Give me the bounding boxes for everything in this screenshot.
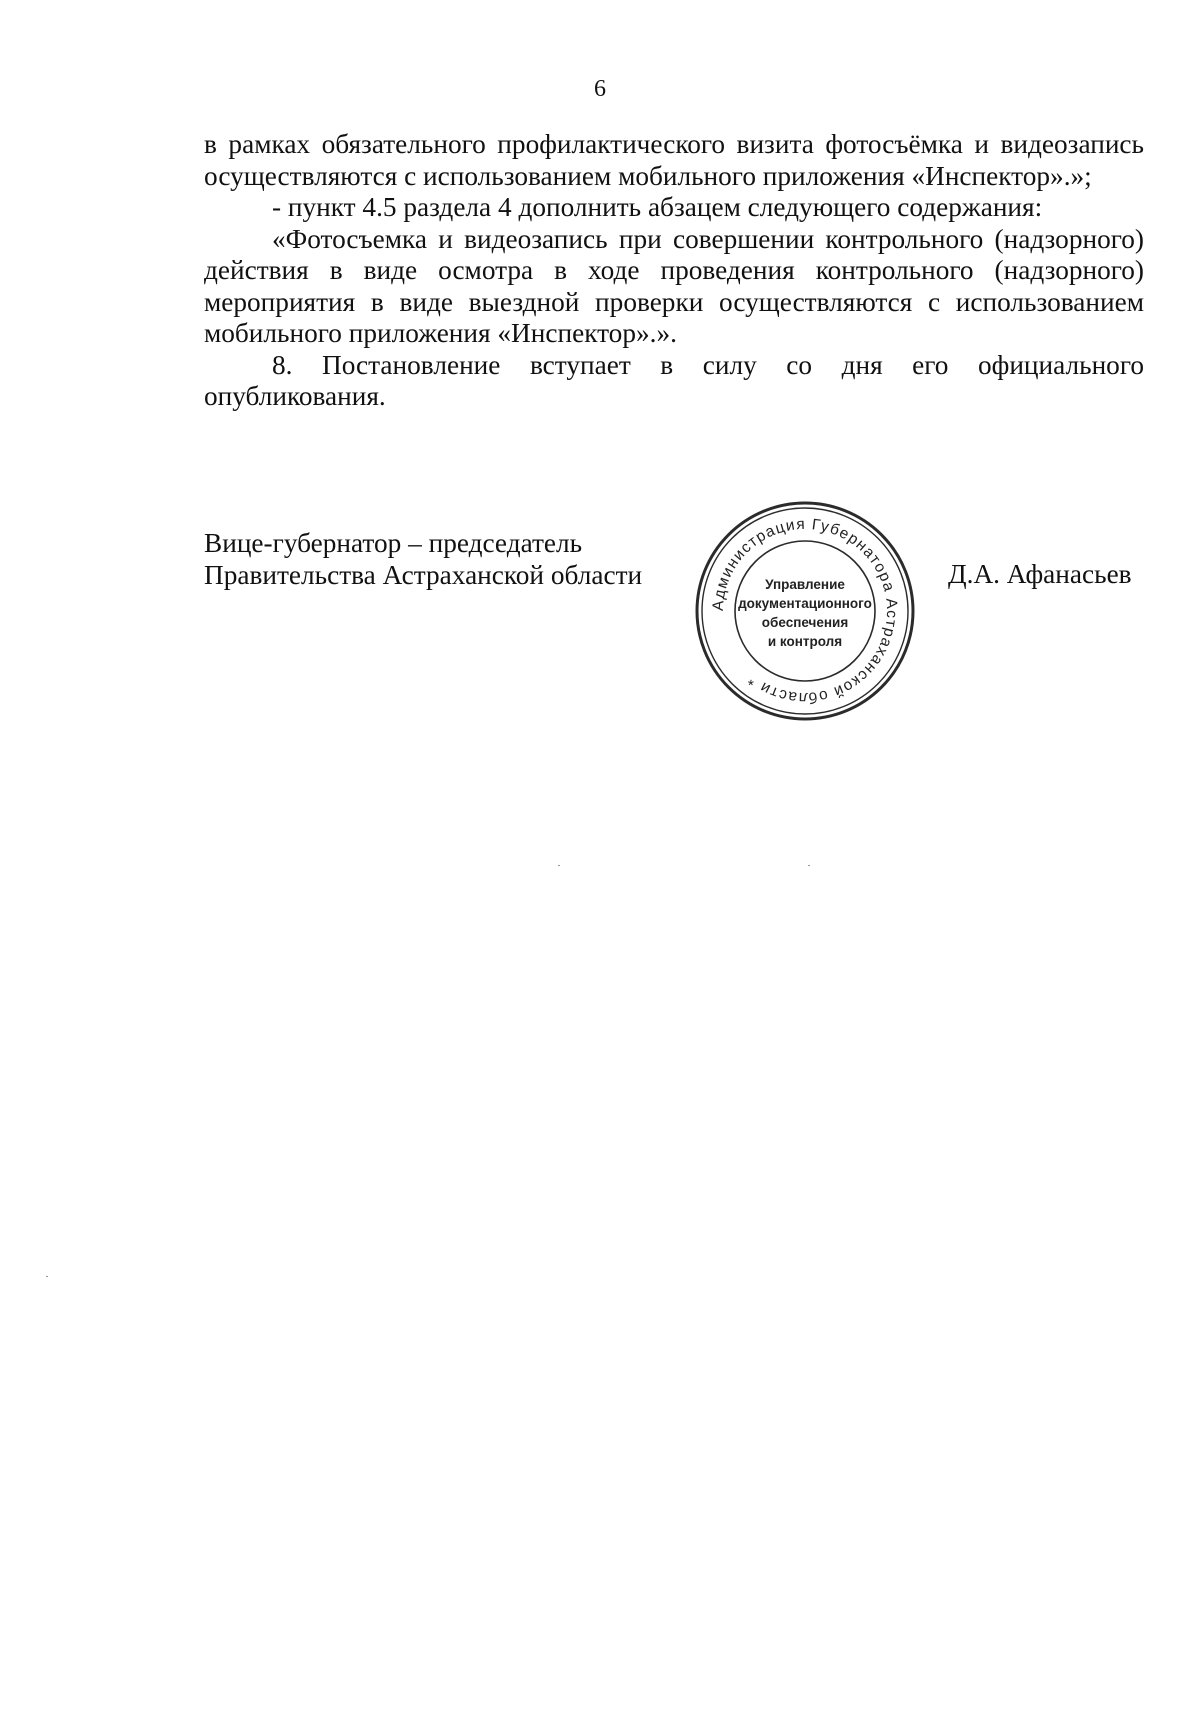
signatory-position-line-2: Правительства Астраханской области bbox=[204, 560, 643, 590]
page-number: 6 bbox=[594, 76, 606, 102]
signatory-name: Д.А. Афанасьев bbox=[948, 559, 1132, 589]
scan-speck bbox=[46, 1276, 48, 1277]
paragraph-quoted-amendment: «Фотосъемка и видеозапись при совершении контрольного (надзорного) действия в виде осмотра в ходе проведения контрольного (надзорного) мероприятия в виде выездной проверки осуществляются с использованием мобильного приложения «Инспектор».». bbox=[204, 223, 1144, 348]
document-body bbox=[204, 129, 1144, 413]
scan-speck bbox=[808, 865, 810, 866]
seal-ring-text: Администрация Губернатора Астраханской области * bbox=[709, 515, 901, 707]
paragraph-effective-date: 8. Постановление вступает в силу со дня его официального опубликования. bbox=[204, 349, 1144, 411]
seal-center-line-4: и контроля bbox=[767, 634, 843, 649]
signatory-position bbox=[204, 527, 642, 591]
paragraph-continuation: в рамках обязательного профилактического визита фотосъёмка и видеозапись осуществляются с использованием мобильного приложения «Инспектор».»; bbox=[204, 129, 1144, 191]
signatory-position-line-1: Вице-губернатор – председатель bbox=[204, 528, 583, 558]
scan-speck bbox=[558, 865, 560, 866]
official-seal-graphic bbox=[690, 496, 920, 726]
paragraph-amendment-item: - пункт 4.5 раздела 4 дополнить абзацем следующего содержания: bbox=[272, 192, 1043, 222]
seal-center-line-1: Управление bbox=[765, 577, 845, 592]
seal-center-line-2: документационного bbox=[738, 596, 872, 611]
seal-center-line-3: обеспечения bbox=[761, 615, 849, 630]
official-seal bbox=[690, 496, 920, 726]
